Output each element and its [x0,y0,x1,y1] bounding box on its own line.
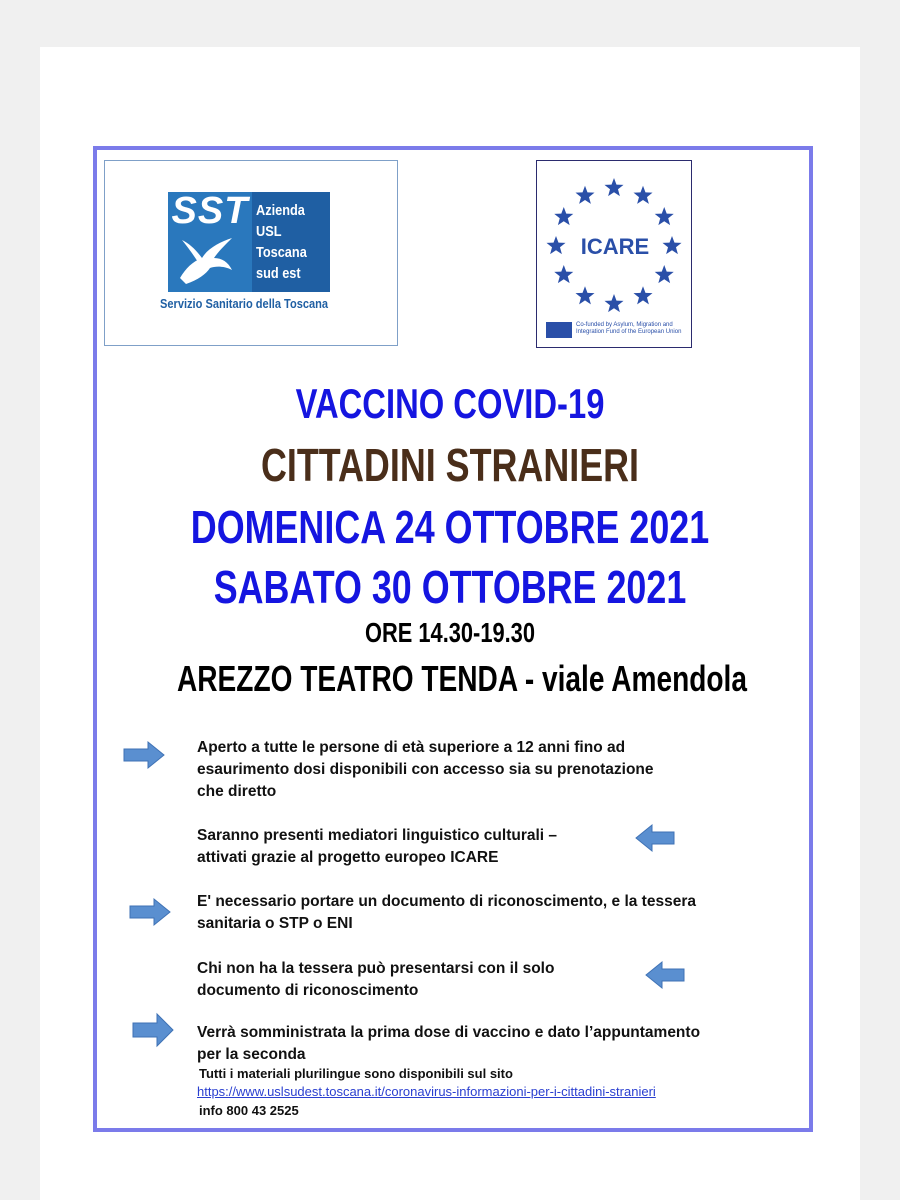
headline-audience: CITTADINI STRANIERI [260,439,640,491]
headline-location: AREZZO TEATRO TENDA - viale Amendola [177,658,747,699]
info-line: per la seconda [197,1046,306,1063]
cofunded-text: Co-funded by Asylum, Migration and Integration Fund of the European Union [576,322,682,335]
eu-star-icon [546,236,565,254]
headline-date-2: SABATO 30 OTTOBRE 2021 [213,561,687,613]
arrow-right-icon [122,740,166,770]
info-line: esaurimento dosi disponibili con accesso sia su prenotazione [197,761,654,778]
info-item [197,737,654,803]
arrow-right-icon [131,1012,175,1048]
icare-name: ICARE [580,234,650,259]
azienda-line: Azienda [256,202,305,219]
info-line: Chi non ha la tessera può presentarsi con il solo [197,960,555,977]
info-item [197,958,554,1002]
info-phone: info 800 43 2525 [199,1103,299,1118]
info-line: Aperto a tutte le persone di età superiore a 12 anni fino ad [197,739,626,756]
headline-hours: ORE 14.30-19.30 [365,617,535,648]
info-item [197,825,557,869]
arrow-left-icon [634,823,676,853]
azienda-line: USL [256,223,282,240]
eu-star-icon [655,265,674,283]
azienda-line: Toscana [256,244,307,261]
info-line: attivati grazie al progetto europeo ICARE [197,849,499,866]
website-link[interactable]: https://www.uslsudest.toscana.it/coronavirus-informazioni-per-i-cittadini-stranieri [197,1084,656,1099]
headline-date-1: DOMENICA 24 OTTOBRE 2021 [190,501,710,553]
azienda-text [256,200,319,284]
info-line: E' necessario portare un documento di riconoscimento, e la tessera [197,893,696,910]
info-line: documento di riconoscimento [197,982,419,999]
sst-logo-text: SST [171,190,249,232]
eu-star-icon [575,286,594,304]
info-line: Verrà somministrata la prima dose di vaccino e dato l’appuntamento [197,1024,701,1041]
eu-star-icon [633,186,652,204]
materials-note: Tutti i materiali plurilingue sono disponibili sul sito [199,1066,513,1081]
usl-caption: Servizio Sanitario della Toscana [160,296,329,311]
eu-star-icon [633,286,652,304]
info-line: che diretto [197,783,277,800]
eu-star-icon [655,207,674,225]
winged-horse-icon [172,228,242,288]
eu-flag-icon [546,322,572,338]
info-line: sanitaria o STP o ENI [197,915,353,932]
eu-star-icon [554,265,573,283]
eu-star-icon [604,294,623,312]
eu-star-icon [662,236,681,254]
info-item [197,891,696,935]
eu-star-icon [575,186,594,204]
eu-star-icon [604,178,623,196]
azienda-line: sud est [256,265,301,282]
arrow-right-icon [128,897,172,927]
eu-star-icon [554,207,573,225]
headline-vaccine: VACCINO COVID-19 [295,380,605,427]
arrow-left-icon [644,960,686,990]
info-line: Saranno presenti mediatori linguistico culturali – [197,827,558,844]
info-item [197,1022,700,1066]
